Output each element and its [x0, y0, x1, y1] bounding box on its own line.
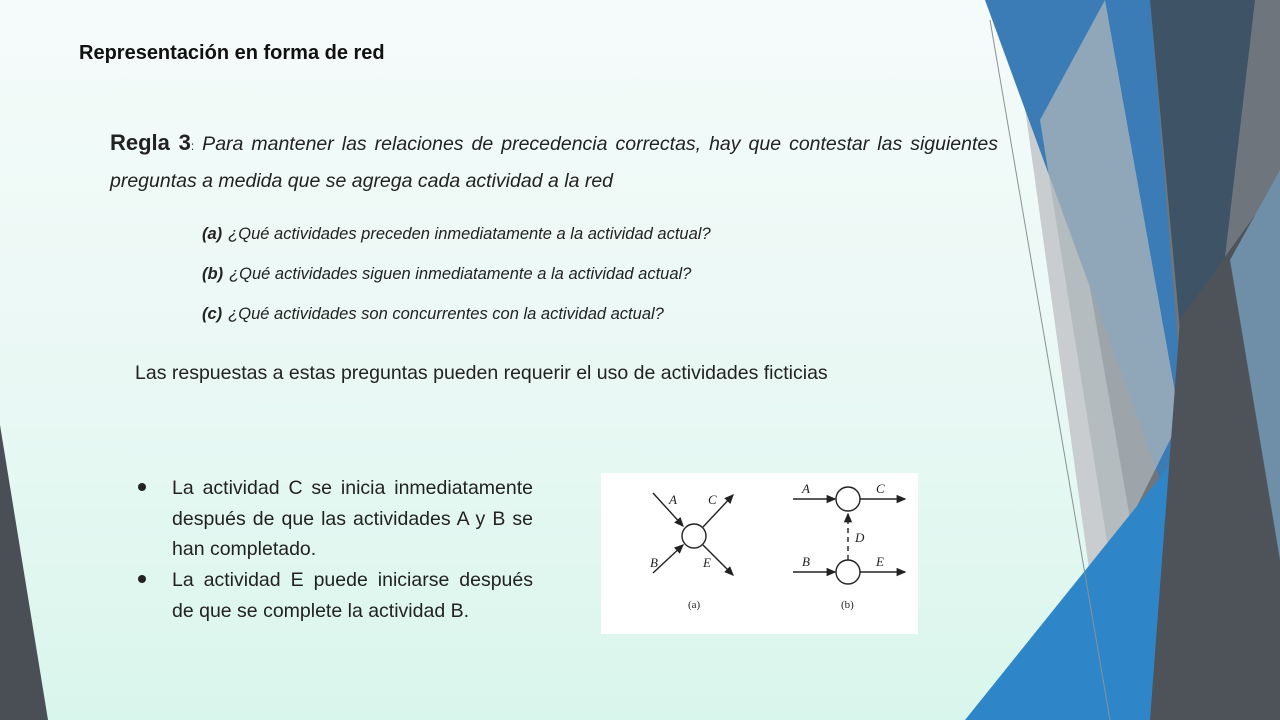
question-text: ¿Qué actividades preceden inmediatamente a la actividad actual?	[228, 225, 711, 243]
label-e: E	[876, 554, 884, 569]
diagram-a	[650, 492, 733, 611]
bullet-text: La actividad E puede iniciarse después de que se complete la actividad B.	[172, 569, 533, 622]
bullet-dot-icon	[137, 574, 147, 584]
node-top	[836, 487, 860, 511]
rule-text-1: Para mantener las relaciones de precedencia correctas, hay que	[194, 133, 782, 155]
bullet-text: La actividad C se inicia inmediatamente después de que las actividades A y B se han completado.	[172, 477, 533, 561]
arrow-a-in	[653, 493, 683, 526]
question-text: ¿Qué actividades siguen inmediatamente a la actividad actual?	[229, 265, 692, 283]
question-text: ¿Qué actividades son concurrentes con la actividad actual?	[228, 305, 664, 323]
label-c: C	[876, 481, 885, 496]
question-letter: (c)	[202, 305, 223, 323]
question-item	[202, 262, 902, 302]
label-a: A	[669, 492, 677, 507]
label-a: A	[802, 481, 810, 496]
node-bottom	[836, 560, 860, 584]
question-item	[202, 302, 902, 342]
network-diagram	[601, 473, 918, 634]
rule-paragraph	[110, 125, 998, 199]
bullet-item	[135, 473, 533, 565]
left-gray-triangle	[0, 425, 48, 720]
rule-label: Regla 3	[110, 130, 191, 155]
node-a	[682, 524, 706, 548]
note-text: Las respuestas a estas preguntas pueden requerir el uso de actividades ficticias	[135, 362, 828, 384]
rule-colon: :	[190, 139, 195, 153]
bullet-dot-icon	[137, 482, 147, 492]
bullet-item	[135, 565, 533, 626]
diagram-b	[793, 481, 905, 611]
slide-title: Representación en forma de red	[79, 42, 385, 64]
label-b: B	[802, 554, 810, 569]
rule-text-2: contestar las siguientes preguntas a medida que se agrega cada actividad a la red	[110, 133, 999, 192]
question-letter: (a)	[202, 225, 223, 243]
label-b: B	[650, 555, 658, 570]
label-c: C	[708, 492, 717, 507]
question-letter: (b)	[202, 265, 224, 283]
label-e: E	[703, 555, 711, 570]
caption-a: (a)	[688, 599, 701, 611]
bullet-list	[135, 473, 533, 627]
caption-b: (b)	[841, 599, 854, 611]
label-d: D	[855, 530, 865, 545]
network-figure	[601, 473, 918, 634]
question-item	[202, 222, 902, 262]
question-list	[202, 222, 902, 342]
